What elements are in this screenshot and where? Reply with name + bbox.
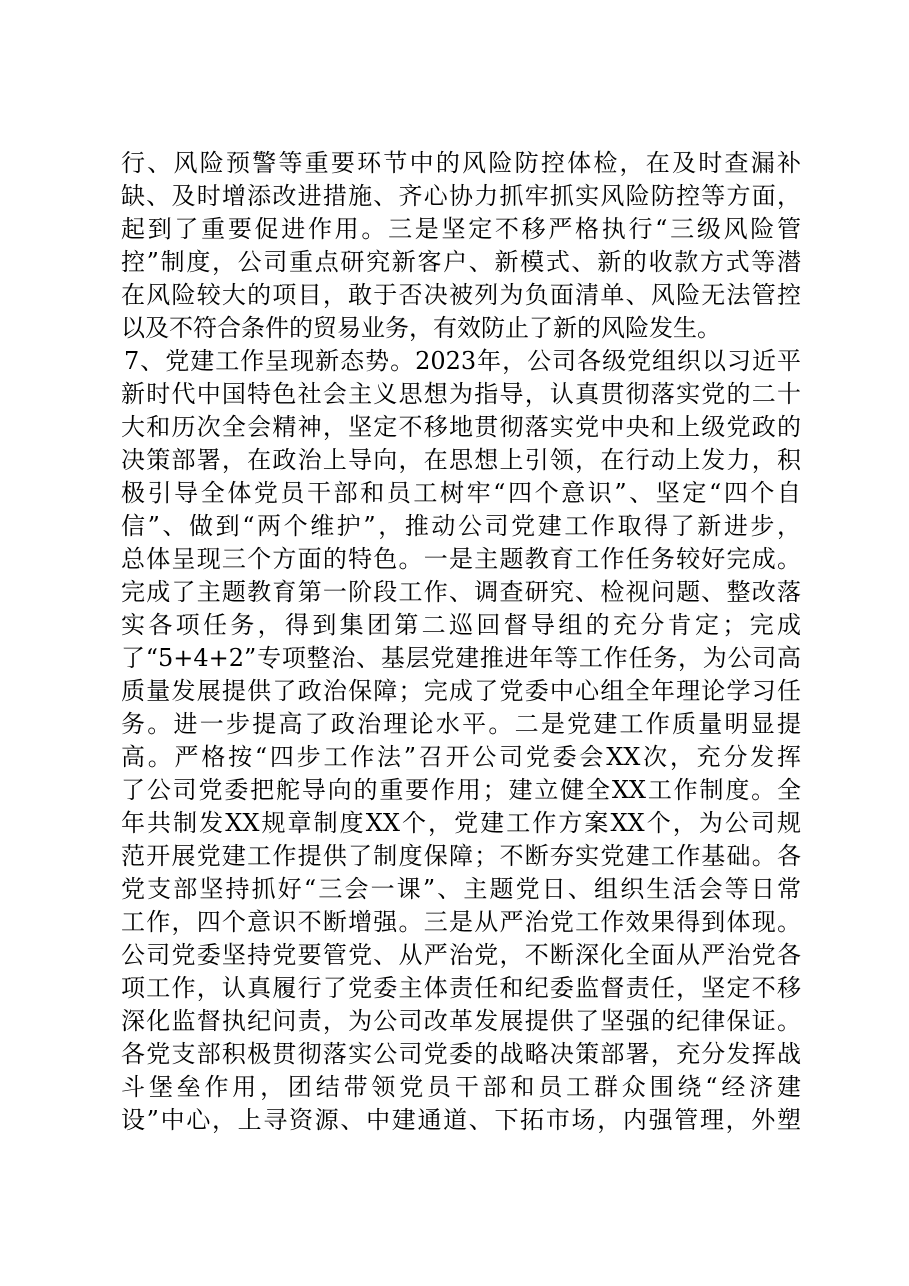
- text-line: 公司党委坚持党要管党、从严治党，不断深化全面从严治党各: [121, 941, 801, 969]
- text-line: 工作，四个意识不断增强。三是从严治党工作效果得到体现。: [121, 908, 801, 936]
- text-line: 项工作，认真履行了党委主体责任和纪委监督责任，坚定不移: [121, 974, 801, 1002]
- text-line: 深化监督执纪问责，为公司改革发展提供了坚强的纪律保证。: [121, 1007, 801, 1035]
- text-line: 大和历次全会精神，坚定不移地贯彻落实党中央和上级党政的: [121, 413, 801, 441]
- text-line: 信”、做到“两个维护”，推动公司党建工作取得了新进步，: [121, 512, 801, 540]
- text-line: 各党支部积极贯彻落实公司党委的战略决策部署，充分发挥战: [121, 1040, 801, 1068]
- text-line: 极引导全体党员干部和员工树牢“四个意识”、坚定“四个自: [121, 479, 801, 507]
- text-line: 了公司党委把舵导向的重要作用；建立健全XX工作制度。全: [121, 776, 801, 804]
- text-line: 实各项任务，得到集团第二巡回督导组的充分肯定；完成: [121, 611, 801, 639]
- text-line: 党支部坚持抓好“三会一课”、主题党日、组织生活会等日常: [121, 875, 801, 903]
- text-line: 新时代中国特色社会主义思想为指导，认真贯彻落实党的二十: [121, 380, 801, 408]
- section-heading-line: 7、党建工作呈现新态势。2023年，公司各级党组织以习近平: [124, 347, 801, 375]
- text-line: 总体呈现三个方面的特色。一是主题教育工作任务较好完成。: [121, 545, 801, 573]
- text-line: 在风险较大的项目，敢于否决被列为负面清单、风险无法管控: [121, 281, 801, 309]
- text-line: 决策部署，在政治上导向，在思想上引领，在行动上发力，积: [121, 446, 801, 474]
- text-line: 完成了主题教育第一阶段工作、调查研究、检视问题、整改落: [121, 578, 801, 606]
- text-line: 年共制发XX规章制度XX个，党建工作方案XX个，为公司规: [121, 809, 801, 837]
- text-line: 高。严格按“四步工作法”召开公司党委会XX次，充分发挥: [121, 743, 801, 771]
- text-line: 行、风险预警等重要环节中的风险防控体检，在及时查漏补: [121, 149, 801, 177]
- text-line: 了“5+4+2”专项整治、基层党建推进年等工作任务，为公司高: [121, 644, 801, 672]
- text-line: 以及不符合条件的贸易业务，有效防止了新的风险发生。: [121, 314, 721, 342]
- text-line: 质量发展提供了政治保障；完成了党委中心组全年理论学习任: [121, 677, 801, 705]
- text-line: 斗堡垒作用，团结带领党员干部和员工群众围绕“经济建: [121, 1073, 801, 1101]
- text-line: 务。进一步提高了政治理论水平。二是党建工作质量明显提: [121, 710, 801, 738]
- text-line: 范开展党建工作提供了制度保障；不断夯实党建工作基础。各: [121, 842, 801, 870]
- text-line: 设”中心，上寻资源、中建通道、下拓市场，内强管理，外塑: [121, 1106, 801, 1134]
- text-line: 控”制度，公司重点研究新客户、新模式、新的收款方式等潜: [121, 248, 801, 276]
- text-line: 起到了重要促进作用。三是坚定不移严格执行“三级风险管: [121, 215, 801, 243]
- text-line: 缺、及时增添改进措施、齐心协力抓牢抓实风险防控等方面，: [121, 182, 801, 210]
